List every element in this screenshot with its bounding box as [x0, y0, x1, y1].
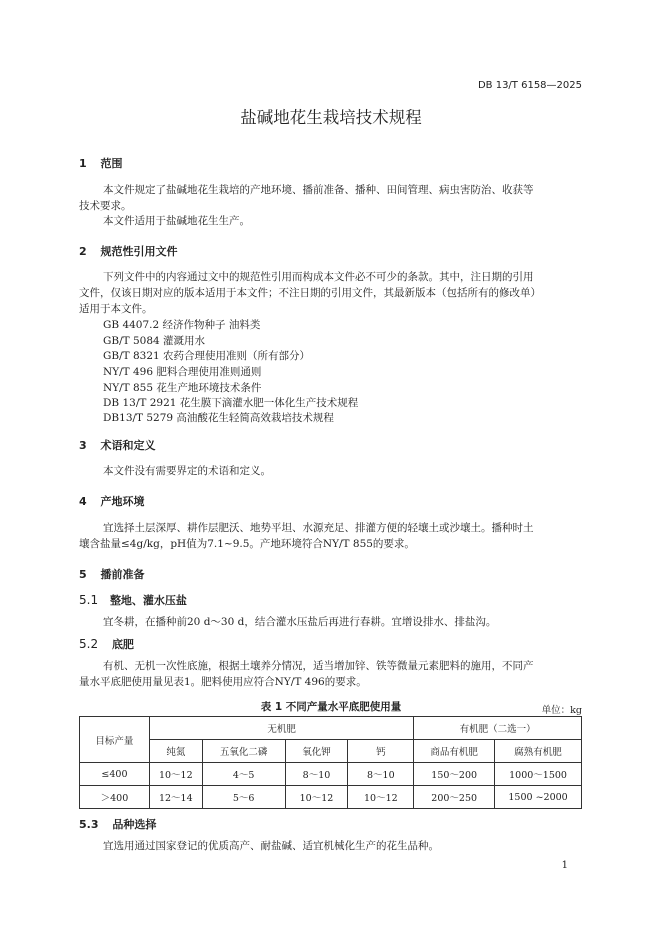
table-cell: 4～5 [202, 763, 285, 786]
section-number: 3 [79, 439, 87, 452]
table-unit: 单位：kg [541, 705, 582, 716]
section-3-heading [79, 437, 156, 453]
table-row [80, 763, 582, 786]
yield-cell: ＞400 [80, 786, 150, 809]
paragraph: 适用于本文件。 [79, 303, 153, 315]
subsection-number: 5.2 [79, 637, 99, 651]
document-title: 盐碱地花生栽培技术规程 [240, 108, 422, 127]
section-title: 术语和定义 [100, 439, 156, 452]
subsection-title: 品种选择 [112, 818, 157, 831]
paragraph: 下列文件中的内容通过文中的规范性引用而构成本文件必不可少的条款。其中，注日期的引用 [103, 271, 534, 283]
fertilizer-table [79, 716, 582, 809]
section-title: 播前准备 [100, 568, 145, 581]
table-cell: 200～250 [414, 786, 495, 809]
subsection-number: 5.1 [79, 593, 99, 607]
reference-item: GB/T 5084 灌溉用水 [103, 335, 206, 347]
header-cell-target-yield: 目标产量 [80, 717, 150, 763]
section-number: 5 [79, 568, 87, 581]
paragraph: 宜选用通过国家登记的优质高产、耐盐碱、适宜机械化生产的花生品种。 [103, 840, 439, 852]
paragraph: 量水平底肥使用量见表1。肥料使用应符合NY/T 496的要求。 [79, 676, 367, 688]
paragraph: 本文件适用于盐碱地花生生产。 [103, 215, 250, 227]
section-1-heading [79, 155, 123, 171]
paragraph: 有机、无机一次性底施，根据土壤养分情况，适当增加锌、铁等微量元素肥料的施用，不同产 [103, 660, 534, 672]
section-2-heading [79, 243, 178, 259]
subsection-number: 5.3 [79, 818, 99, 831]
section-title: 规范性引用文件 [100, 245, 178, 258]
table-cell: 5～6 [202, 786, 285, 809]
subheader-cell: 腐熟有机肥 [495, 740, 582, 763]
paragraph: 壤含盐量≤4g/kg，pH值为7.1~9.5。产地环境符合NY/T 855的要求。 [79, 538, 415, 550]
reference-item: DB13/T 5279 高油酸花生轻简高效栽培技术规程 [103, 412, 334, 424]
subsection-5-2-heading [79, 636, 134, 652]
reference-item: GB/T 8321 农药合理使用准则（所有部分） [103, 350, 311, 362]
subsection-title: 整地、灌水压盐 [109, 594, 187, 607]
subheader-cell: 氧化钾 [285, 740, 348, 763]
table-cell: 1000～1500 [495, 763, 582, 786]
section-title: 产地环境 [100, 495, 145, 508]
section-title: 范围 [100, 157, 123, 170]
paragraph: 本文件没有需要界定的术语和定义。 [103, 465, 271, 477]
table-cell: 8～10 [285, 763, 348, 786]
table-cell: 12～14 [149, 786, 202, 809]
subheader-cell: 商品有机肥 [414, 740, 495, 763]
paragraph: 本文件规定了盐碱地花生栽培的产地环境、播前准备、播种、田间管理、病虫害防治、收获等 [103, 184, 534, 196]
table-cell: 10～12 [285, 786, 348, 809]
reference-item: NY/T 496 肥料合理使用准则通则 [103, 366, 262, 378]
subheader-cell: 五氧化二磷 [202, 740, 285, 763]
section-number: 2 [79, 245, 87, 258]
header-cell-inorganic: 无机肥 [149, 717, 413, 740]
paragraph: 宜冬耕，在播种前20 d～30 d，结合灌水压盐后再进行春耕。宜增设排水、排盐沟。 [103, 616, 497, 628]
subsection-5-1-heading [79, 592, 187, 608]
section-5-heading [79, 566, 145, 582]
paragraph: 文件，仅该日期对应的版本适用于本文件；不注日期的引用文件，其最新版本（包括所有的修改单） [79, 287, 541, 299]
table-cell: 10～12 [348, 786, 414, 809]
reference-item: NY/T 855 花生产地环境技术条件 [103, 382, 262, 394]
subheader-cell: 钙 [348, 740, 414, 763]
table-cell: 8～10 [348, 763, 414, 786]
subsection-5-3-heading [79, 816, 156, 832]
standard-number: DB 13/T 6158—2025 [477, 80, 582, 91]
header-cell-organic: 有机肥（二选一） [414, 717, 582, 740]
reference-item: DB 13/T 2921 花生膜下滴灌水肥一体化生产技术规程 [103, 397, 359, 409]
table-cell: 1500 ~2000 [495, 786, 582, 809]
section-4-heading [79, 493, 145, 509]
yield-cell: ≤400 [80, 763, 150, 786]
table-subheader-row [80, 740, 582, 763]
paragraph: 宜选择土层深厚、耕作层肥沃、地势平坦、水源充足、排灌方便的轻壤土或沙壤土。播种时土 [103, 522, 534, 534]
table-header-row [80, 717, 582, 740]
table-cell: 150～200 [414, 763, 495, 786]
subheader-cell: 纯氮 [149, 740, 202, 763]
table-caption: 表 1 不同产量水平底肥使用量 [260, 701, 402, 713]
section-number: 1 [79, 157, 87, 170]
section-number: 4 [79, 495, 87, 508]
page-number: 1 [561, 860, 568, 871]
table-row [80, 786, 582, 809]
paragraph: 技术要求。 [79, 200, 132, 212]
table-cell: 10～12 [149, 763, 202, 786]
subsection-title: 底肥 [111, 638, 134, 651]
reference-item: GB 4407.2 经济作物种子 油料类 [103, 319, 261, 331]
